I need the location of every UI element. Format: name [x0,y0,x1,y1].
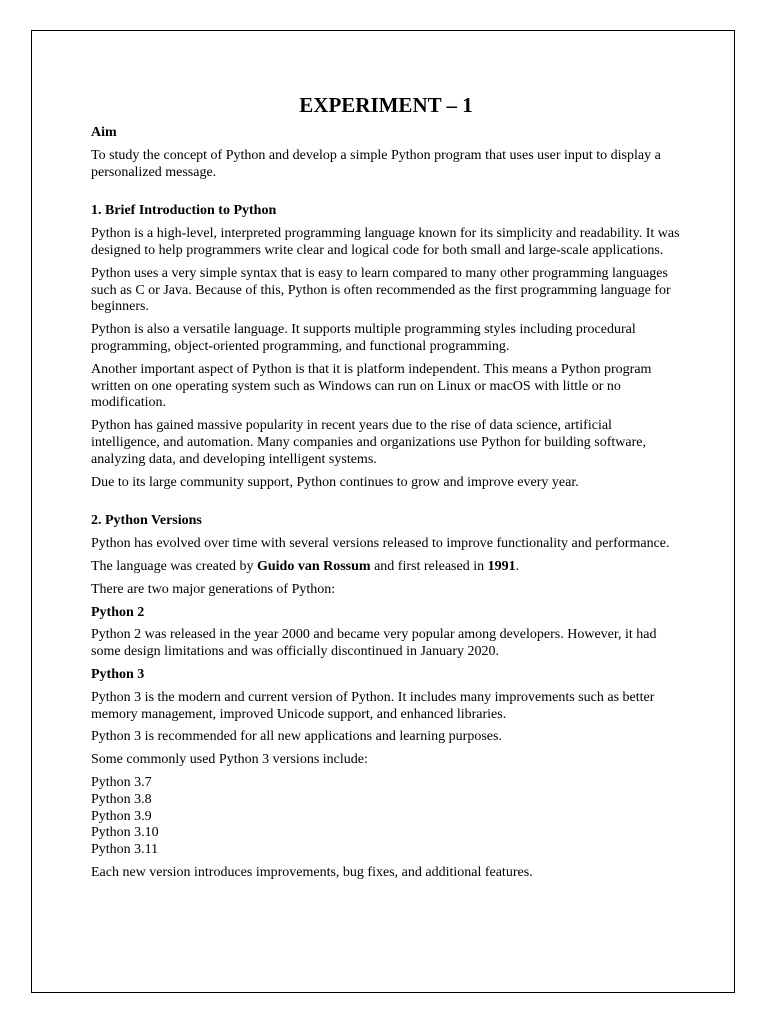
intro-paragraph: Due to its large community support, Python continues to grow and improve every year. [91,474,579,490]
intro-heading: 1. Brief Introduction to Python [91,203,277,219]
release-year: 1991 [487,558,516,574]
python3-text: Python 3 is the modern and current version of Python. It includes many improvements such as better memory management, improved Unicode support, and enhanced libraries. [91,689,655,722]
list-item: Python 3.9 [91,808,152,824]
python3-heading: Python 3 [91,666,145,682]
page-title: EXPERIMENT – 1 [299,93,473,117]
list-item: Python 3.7 [91,774,152,790]
creator-prefix: The language was created by [91,558,257,574]
closing-text: Each new version introduces improvements, bug fixes, and additional features. [91,864,533,880]
intro-paragraph: Python has gained massive popularity in recent years due to the rise of data science, artificial intelligence, and automation. Many companies and organizations use Python for building software, analyzing data, and developing intelligent systems. [91,418,646,467]
aim-text: To study the concept of Python and develop a simple Python program that uses user input to display a personalized message. [91,147,661,180]
intro-paragraph: Python uses a very simple syntax that is easy to learn compared to many other programming languages such as C or Java. Because of this, Python is often recommended as the first programming language for beginners. [91,265,671,315]
document-content [91,93,681,888]
python3-recommendation: Python 3 is recommended for all new applications and learning purposes. [91,729,502,745]
creator-middle: and first released in [370,558,488,574]
versions-heading: 2. Python Versions [91,513,202,529]
aim-heading: Aim [91,125,117,140]
python2-heading: Python 2 [91,604,145,620]
generations-text: There are two major generations of Python: [91,581,336,597]
list-item: Python 3.10 [91,825,159,841]
python3-versions-intro: Some commonly used Python 3 versions include: [91,752,368,768]
intro-paragraph: Another important aspect of Python is that it is platform independent. This means a Python program written on one operating system such as Windows can run on Linux or macOS with little or no modification. [91,361,652,411]
versions-intro: Python has evolved over time with several versions released to improve functionality and performance. [91,536,670,552]
list-item: Python 3.8 [91,791,152,807]
intro-paragraph: Python is a high-level, interpreted programming language known for its simplicity and readability. It was designed to help programmers write clear and logical code for both small and large-scale applications. [91,226,680,258]
version-list [91,775,681,859]
creator-name: Guido van Rossum [256,558,371,574]
list-item: Python 3.11 [91,842,159,858]
creator-suffix: . [515,558,520,574]
creator-line [91,559,681,576]
python2-text: Python 2 was released in the year 2000 and became very popular among developers. However, it had some design limitations and was officially discontinued in January 2020. [91,627,657,660]
intro-paragraph: Python is also a versatile language. It supports multiple programming styles including procedural programming, object-oriented programming, and functional programming. [91,322,636,354]
